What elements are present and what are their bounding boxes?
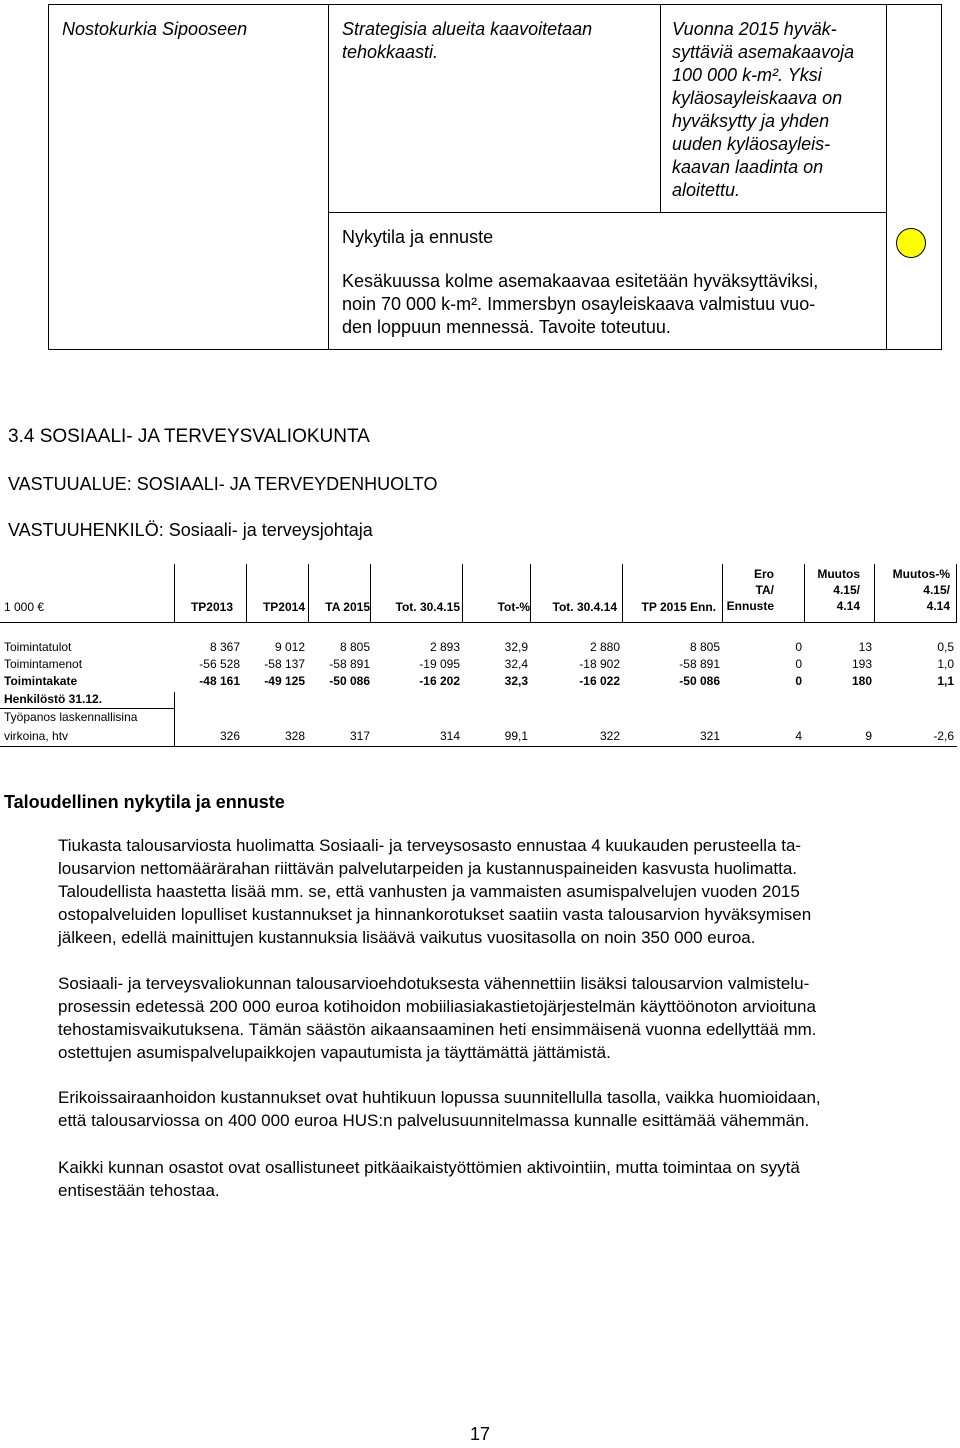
col-header-muutos: Muutos 4.15/ 4.14 (817, 567, 860, 613)
section-title: 3.4 SOSIAALI- JA TERVEYSVALIOKUNTA (8, 426, 370, 447)
top-table-divider (886, 4, 887, 350)
top-table-divider (660, 4, 661, 212)
status-heading: Nykytila ja ennuste (342, 227, 494, 247)
col-header-tot-2014: Tot. 30.4.14 (552, 600, 617, 614)
responsible-person: VASTUUHENKILÖ: Sosiaali- ja terveysjohtaja (8, 520, 373, 540)
economy-title: Taloudellinen nykytila ja ennuste (4, 792, 285, 812)
paragraph: Kaikki kunnan osastot ovat osallistuneet pitkäaikaistyöttömien aktivointiin, mutta toimintaa on syytä entisestään tehostaa. (58, 1158, 800, 1200)
col-header-tp2013: TP2013 (190, 600, 233, 614)
col-header-muutos-pct: Muutos-% 4.15/ 4.14 (892, 567, 950, 613)
row-label: Toimintakate (4, 674, 78, 688)
col-header-ta2015: TA 2015 (325, 600, 370, 614)
table-row (0, 692, 960, 709)
page-number: 17 (469, 1424, 491, 1444)
table-row: virkoina, htv 326 328 317 314 99,1 322 321 4 9 -2,6 (4, 729, 954, 743)
table-row: Toimintakate -48 161 -49 125 -50 086 -16 202 32,3 -16 022 -50 086 0 180 1,1 (4, 674, 954, 688)
col-header-ero: Ero TA/ Ennuste (726, 567, 774, 613)
paragraph: Sosiaali- ja terveysvaliokunnan talousarvioehdotuksesta vähennettiin lisäksi talousarvion valmistelu- prosessin edetessä 200 000 euroa kotihoidon mobiiliasiakastietojärjestelmän käyttöönoton arvioituna tehostamisvaikutuksena. Tämän säästön aikaansaaminen heti ensimmäisenä vuonna edellyttää mm. ostettujen asumispalvelupaikkojen vapautumista ja täyttämättä jättämistä. (58, 974, 817, 1062)
paragraph: Erikoissairaanhoidon kustannukset ovat huhtikuun lopussa suunnitellulla tasolla, vaikka huomioidaan, että talousarviossa on 400 000 euroa HUS:n palvelusuunnitelmassa kunnalle esittämää vähemmän. (58, 1088, 821, 1130)
row-label: Toimintamenot (4, 657, 83, 671)
responsibility-area: VASTUUALUE: SOSIAALI- JA TERVEYDENHUOLTO (8, 474, 438, 494)
row-label: Henkilöstö 31.12. (4, 692, 103, 706)
col-header-tp2015-enn: TP 2015 Enn. (641, 600, 716, 614)
top-table-divider (328, 4, 329, 350)
row-label: Toimintatulot (4, 640, 72, 654)
goal-target: Vuonna 2015 hyväk- syttäviä asemakaavoja 100 000 k-m². Yksi kyläosayleiskaava on hyväksytty ja yhden uuden kyläosayleis- kaavan laadinta on aloitettu. (672, 19, 855, 200)
col-header-tp2014: TP2014 (262, 600, 305, 614)
col-header-tot-2015: Tot. 30.4.15 (395, 600, 460, 614)
goal-title: Nostokurkia Sipooseen (62, 19, 248, 39)
unit-label: 1 000 € (4, 600, 45, 614)
col-header-tot-pct: Tot-% (497, 600, 530, 614)
row-label: Työpanos laskennallisina (4, 710, 138, 724)
status-indicator-yellow (896, 228, 926, 258)
table-row: Toimintatulot 8 367 9 012 8 805 2 893 32,9 2 880 8 805 0 13 0,5 (4, 640, 954, 654)
status-text: Kesäkuussa kolme asemakaavaa esitetään hyväksyttäviksi, noin 70 000 k-m². Immersbyn osayleiskaava valmistuu vuo- den loppuun mennessä. Tavoite toteutuu. (342, 271, 819, 337)
table-row (0, 710, 960, 727)
goal-description: Strategisia alueita kaavoitetaan tehokkaasti. (342, 19, 593, 62)
row-label: virkoina, htv (4, 729, 69, 743)
table-row: Toimintamenot -56 528 -58 137 -58 891 -19 095 32,4 -18 902 -58 891 0 193 1,0 (4, 657, 954, 671)
top-table-divider (328, 212, 886, 213)
paragraph: Tiukasta talousarviosta huolimatta Sosiaali- ja terveysosasto ennustaa 4 kuukauden perusteella ta- lousarvion nettomäärärahan riittävän palvelutarpeiden ja kustannuspaineiden kasvusta huolimatta. Taloudellista haastetta lisää mm. se, että vanhusten ja vammaisten asumispalvelujen vuoden 2015 ostopalveluiden lopulliset kustannukset ja hinnankorotukset saatiin vasta talousarvion hyväksymisen jälkeen, edellä mainittujen kustannuksia lisäävä vaikutus vuositasolla on noin 350 000 euroa. (58, 836, 812, 947)
